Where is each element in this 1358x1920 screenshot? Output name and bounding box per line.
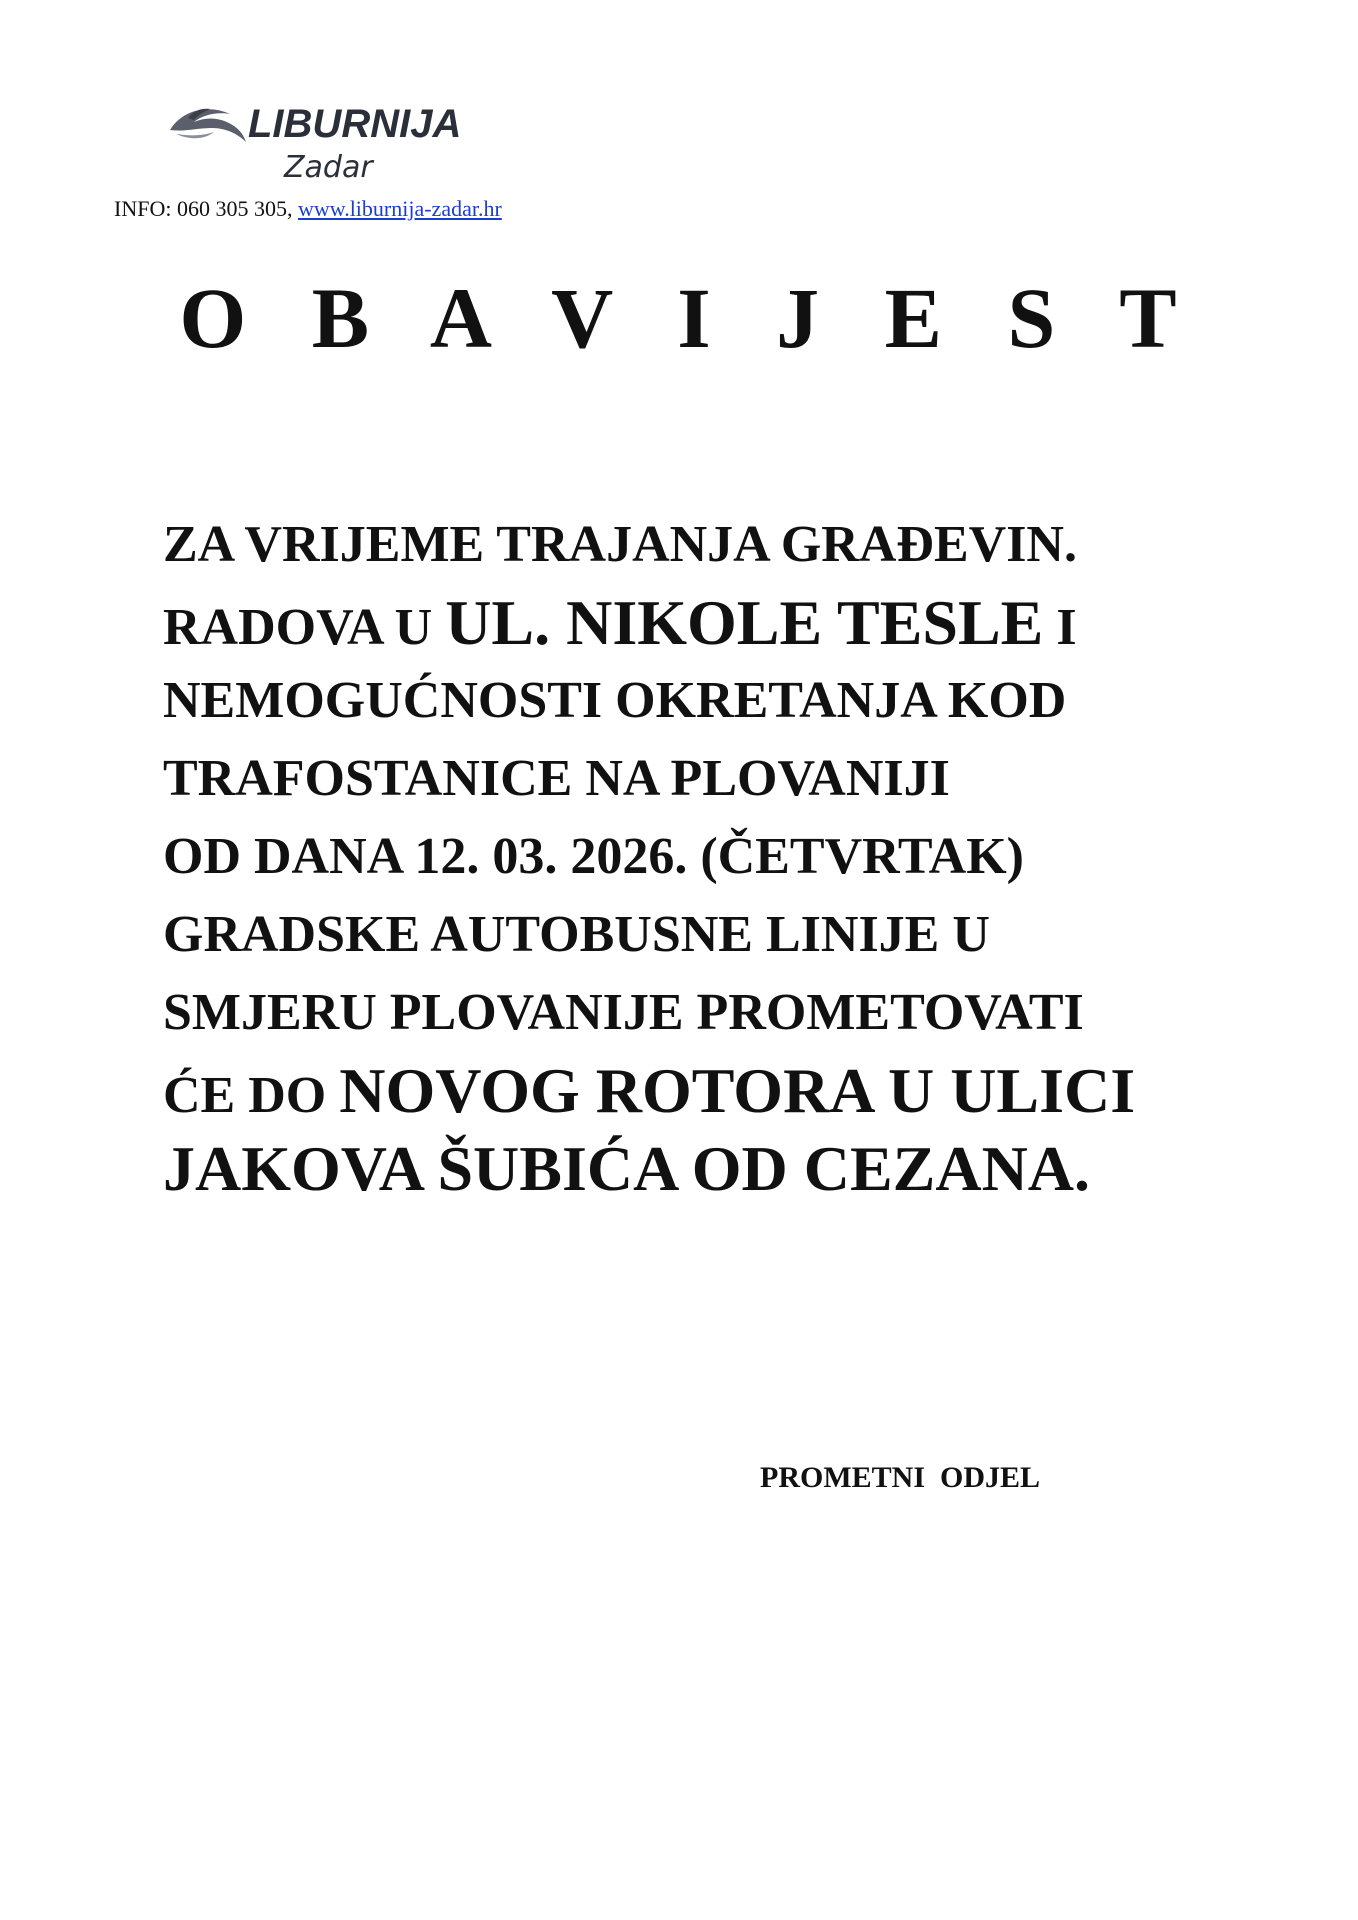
notice-signature: PROMETNI ODJEL [760, 1461, 1041, 1494]
notice-text-segment: NEMOGUĆNOSTI OKRETANJA KOD [163, 672, 1067, 729]
notice-line [163, 1130, 1313, 1208]
notice-text-segment: NOVOG ROTORA U ULICI [339, 1055, 1136, 1126]
notice-line [163, 584, 1313, 662]
dolphin-swoosh-icon [168, 100, 248, 150]
notice-text-segment: OD DANA 12. 03. 2026. (ČETVRTAK) [163, 828, 1024, 885]
notice-text-segment: ZA VRIJEME TRAJANJA GRAĐEVIN. [163, 516, 1077, 573]
notice-text-segment: SMJERU PLOVANIJE PROMETOVATI [163, 984, 1084, 1041]
info-phone: INFO: 060 305 305, [114, 196, 293, 221]
notice-line [163, 896, 1313, 974]
website-link[interactable]: www.liburnija-zadar.hr [297, 196, 502, 221]
notice-text-segment: ĆE DO [163, 1067, 340, 1124]
notice-text-segment: I [1043, 599, 1077, 656]
notice-line [163, 506, 1313, 584]
notice-line [163, 974, 1313, 1052]
notice-text-segment: RADOVA U [163, 599, 446, 656]
logo-subtitle: Zadar [284, 150, 373, 185]
company-logo [168, 100, 468, 190]
notice-text-segment: UL. NIKOLE TESLE [445, 587, 1044, 658]
notice-body [163, 506, 1313, 1208]
logo-name: LIBURNIJA [248, 102, 462, 146]
notice-line [163, 1052, 1313, 1130]
notice-line [163, 818, 1313, 896]
contact-info [114, 196, 502, 222]
notice-text-segment: JAKOVA ŠUBIĆA OD CEZANA. [163, 1133, 1090, 1204]
notice-title: O B A V I J E S T [179, 270, 1199, 366]
notice-line [163, 740, 1313, 818]
notice-text-segment: TRAFOSTANICE NA PLOVANIJI [163, 750, 950, 807]
notice-line [163, 662, 1313, 740]
notice-text-segment: GRADSKE AUTOBUSNE LINIJE U [163, 906, 990, 963]
